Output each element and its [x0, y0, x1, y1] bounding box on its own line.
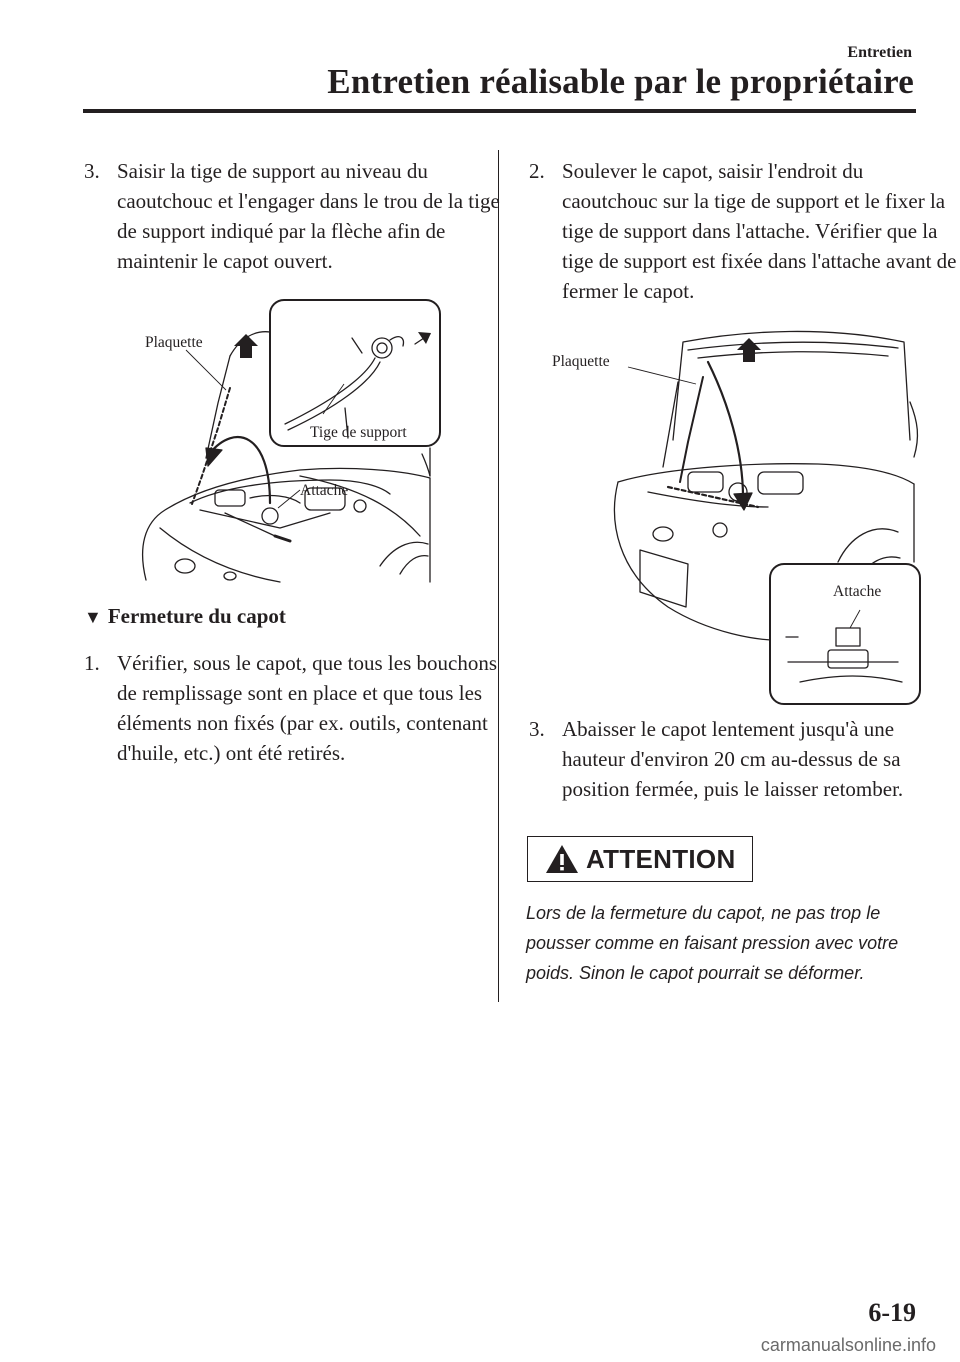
right-step-3-number: 3.	[529, 717, 545, 741]
fig2-label-plaquette: Plaquette	[552, 353, 610, 370]
watermark: carmanualsonline.info	[760, 1335, 936, 1355]
attention-label: ATTENTION	[586, 843, 736, 874]
attention-message: Lors de la fermeture du capot, ne pas trop le pousser comme en faisant pression avec votre poids. Sinon le capot pourrait se déformer.	[526, 903, 899, 983]
left-step-3-number: 3.	[84, 159, 100, 183]
right-step-2-number: 2.	[529, 159, 545, 183]
left-step-1-number: 1.	[84, 651, 100, 675]
figure-hood-support-rod	[130, 298, 450, 588]
fig1-label-tige-de-support: Tige de support	[310, 424, 407, 441]
fig1-label-attache: Attache	[300, 482, 349, 499]
left-step-3	[84, 156, 507, 276]
fig1-label-plaquette: Plaquette	[145, 334, 203, 351]
column-divider	[498, 150, 499, 1002]
page-title: Entretien réalisable par le propriétaire	[327, 62, 914, 101]
header-divider	[83, 109, 916, 113]
figure-hood-clip	[548, 322, 924, 706]
left-step-3-text: Saisir la tige de support au niveau du caoutchouc et l'engager dans le trou de la tige de support indiqué par la flèche afin de maintenir le capot ouvert.	[117, 159, 500, 273]
section-heading	[84, 604, 286, 629]
right-step-2	[529, 156, 960, 306]
left-step-1	[84, 648, 511, 768]
attention-box	[527, 836, 753, 882]
section-marker-icon: ▼	[84, 607, 102, 627]
fig2-label-attache: Attache	[833, 583, 882, 600]
page-number: 6-19	[868, 1298, 916, 1327]
left-step-1-text: Vérifier, sous le capot, que tous les bouchons de remplissage sont en place et que tous les éléments non fixés (par ex. outils, contenant d'huile, etc.) ont été retirés.	[117, 651, 497, 765]
header-section-label: Entretien	[847, 44, 912, 61]
right-step-2-text: Soulever le capot, saisir l'endroit du caoutchouc sur la tige de support et le fixer la tige de support dans l'attache. Vérifier que la tige de support est fixée dans l'attache avant de fermer le capot.	[562, 159, 957, 303]
section-heading-text: Fermeture du capot	[107, 604, 286, 628]
right-step-3	[529, 714, 960, 804]
right-step-3-text: Abaisser le capot lentement jusqu'à une hauteur d'environ 20 cm au-dessus de sa position fermée, puis le laisser retomber.	[562, 717, 904, 801]
warning-triangle-icon	[544, 843, 580, 875]
